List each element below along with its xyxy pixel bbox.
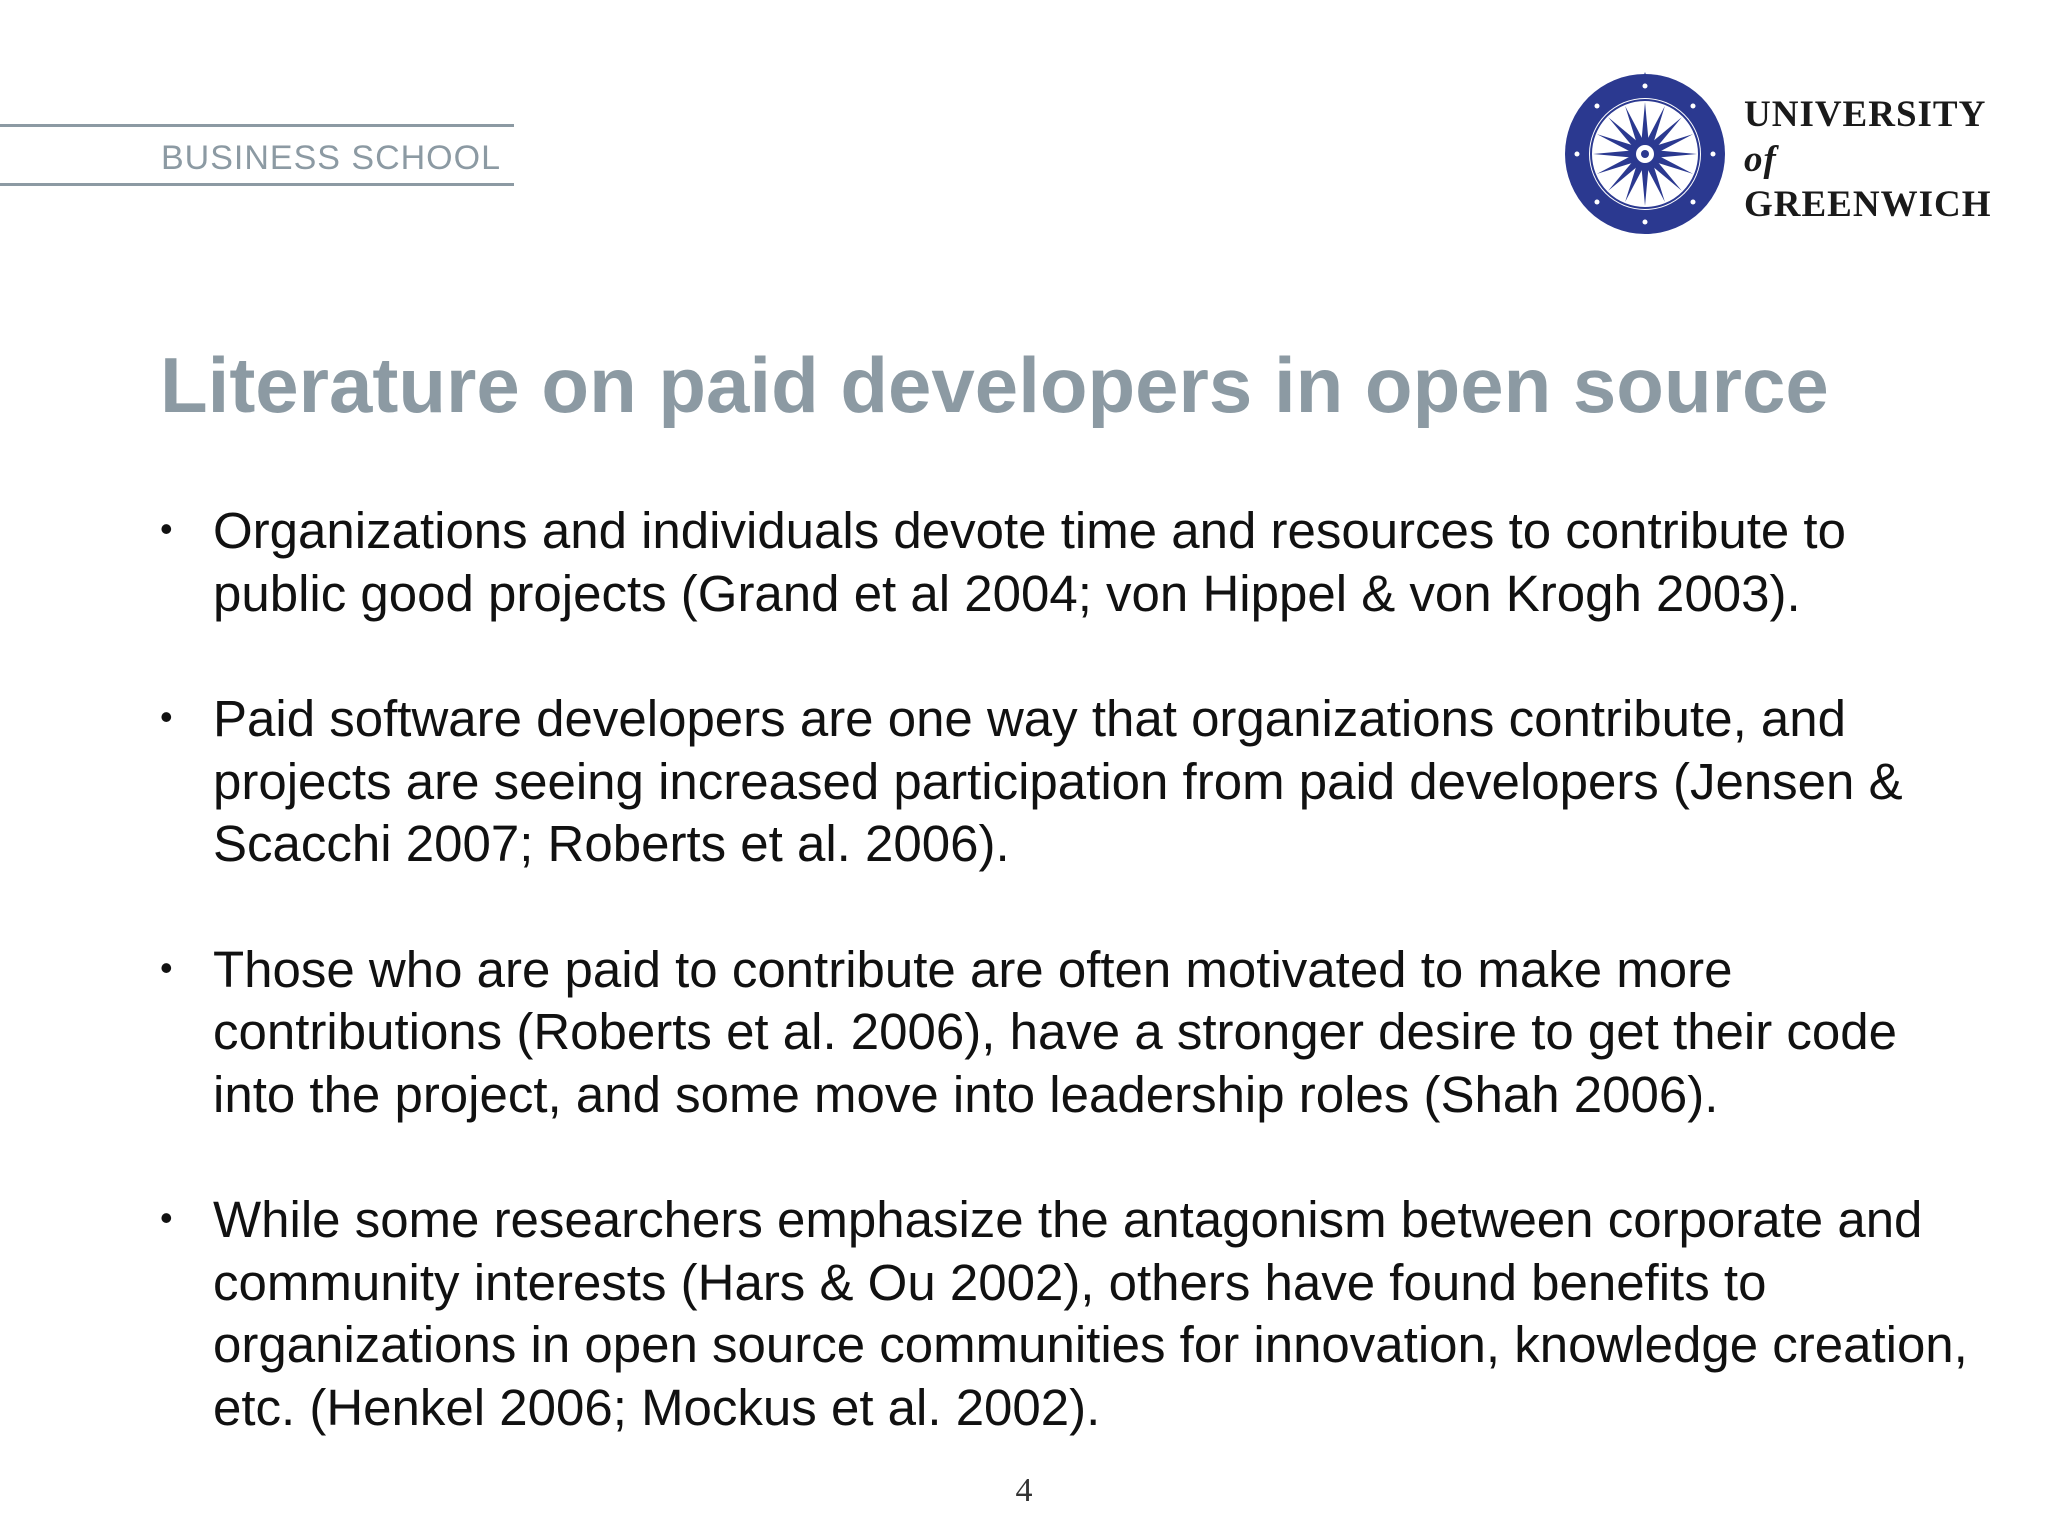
business-school-label: BUSINESS SCHOOL (161, 139, 501, 177)
bullet-text: Paid software developers are one way that organizations contribute, and projects are seeing increased participation from paid developers (Jensen & Scacchi 2007; Roberts et al. 2006). (213, 690, 1903, 872)
university-wordmark (1744, 92, 1991, 227)
bullet-item (150, 939, 1990, 1127)
university-logo (1560, 34, 2000, 244)
bullet-item (150, 688, 1990, 876)
slide-title: Literature on paid developers in open source (160, 341, 1829, 429)
compass-rose-seal-icon (1560, 34, 1730, 244)
bullet-marker: • (160, 696, 173, 737)
wordmark-greenwich: GREENWICH (1744, 184, 1992, 225)
wordmark-university: UNIVERSITY (1744, 94, 1987, 135)
bullet-item (150, 1189, 1990, 1439)
bullet-marker: • (160, 508, 173, 549)
page-number: 4 (1015, 1472, 1033, 1509)
bullet-marker: • (160, 1197, 173, 1238)
bullet-text: Organizations and individuals devote time and resources to contribute to public good projects (Grand et al 2004; von Hippel & von Krogh 2003). (213, 502, 1846, 622)
wordmark-of: of (1744, 139, 1777, 180)
bullet-item (150, 500, 1990, 625)
bullet-list (150, 500, 1990, 1502)
business-school-band (0, 124, 514, 186)
bullet-marker: • (160, 946, 173, 988)
bullet-text: Those who are paid to contribute are often motivated to make more contributions (Roberts et al. 2006), have a stronger desire to get their code into the project, and some move into leadership roles (Shah 2006). (213, 940, 1897, 1123)
bullet-text: While some researchers emphasize the antagonism between corporate and community interests (Hars & Ou 2002), others have found benefits to organizations in open source communities for innovation, knowledge creation, etc. (Henkel 2006; Mockus et al. 2002). (213, 1191, 1968, 1436)
